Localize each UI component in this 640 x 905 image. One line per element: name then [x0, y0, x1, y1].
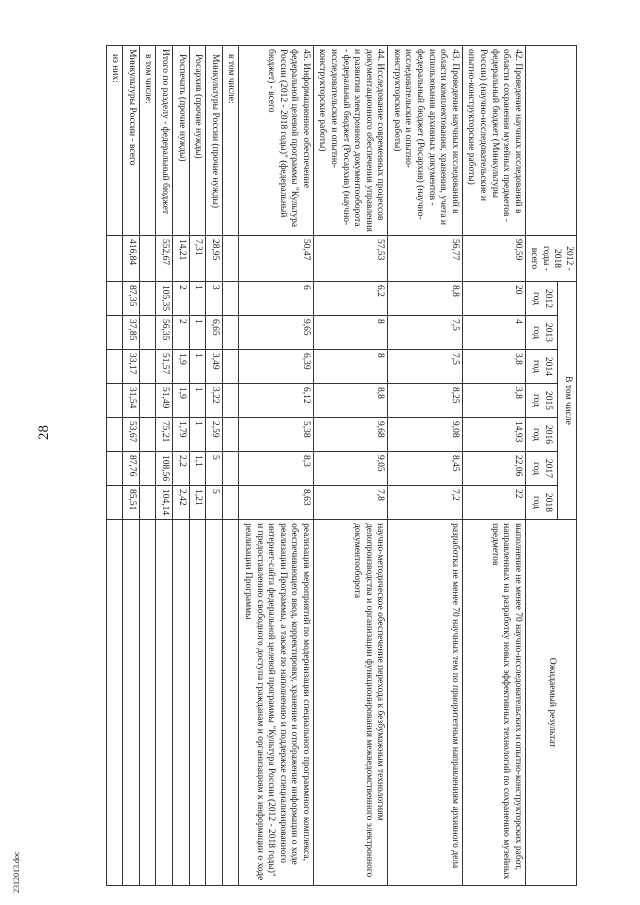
row-year-value: 8,63	[239, 486, 313, 520]
row-year-value: 5,38	[239, 418, 313, 452]
row-total: 50,47	[239, 236, 313, 282]
row-year-value: 9,05	[313, 452, 387, 486]
table-row	[123, 46, 140, 886]
row-year-value	[106, 384, 123, 418]
row-name: 44. Исследование современных процессов документационного обеспечения управления и развития электронного документооборота - федеральный бюджет (Росархив) (научно-исследовательские и опытно-конструкторские работы)	[313, 46, 387, 236]
row-year-value: 2	[173, 282, 190, 316]
row-year-value	[139, 282, 156, 316]
program-table	[106, 45, 577, 886]
row-year-value	[139, 418, 156, 452]
table-row	[206, 46, 223, 886]
header-total: 2012 - 2018 годы - всего	[525, 236, 576, 282]
row-name: Итого по разделу - федеральный бюджет	[156, 46, 173, 236]
row-year-value: 56,35	[156, 316, 173, 350]
row-year-value: 105,35	[156, 282, 173, 316]
row-result: реализация мероприятий по модернизации специального программного комплекса, обеспечивающего ввод, корректировку, хранение и отображение информации о ходе реализации Программы, а также по наполнению и поддержке специализированного интернет-сайта федеральной целевой программы "Культура России (2012 - 2018 годы)" и предоставлению свободного доступа гражданам и организациям к информации о ходе реализации Программы	[239, 520, 313, 886]
row-name: Минкультуры России - всего	[123, 46, 140, 236]
header-in-that: В том числе	[557, 282, 576, 520]
row-result: выполнение не менее 70 научно-исследовательских и опытно-конструкторских работ, направленных на разработку новых эффективных технологий по сохранению музейных предметов	[462, 520, 525, 886]
row-total: 14,21	[173, 236, 190, 282]
header-year: 2018 год	[525, 486, 557, 520]
row-name: 42. Проведение научных исследований в области сохранения музейных предметов - федеральный бюджет (Минкультуры России) (научно-исследовательские и опытно-конструкторские работы)	[462, 46, 525, 236]
table-row	[462, 46, 525, 886]
row-result	[106, 520, 123, 886]
header-name-cell	[525, 46, 576, 236]
row-year-value: 37,85	[123, 316, 140, 350]
row-year-value: 22,06	[462, 452, 525, 486]
header-year: 2015 год	[525, 384, 557, 418]
row-result	[123, 520, 140, 886]
row-year-value: 2,59	[206, 418, 223, 452]
row-result: научно-методическое обеспечение перехода к безбумажным технологиям делопроизводства и организации функционирования межведомственного электронного документооборота	[313, 520, 387, 886]
row-year-value: 5	[206, 486, 223, 520]
row-year-value: 9,08	[388, 418, 462, 452]
row-year-value	[106, 316, 123, 350]
row-year-value: 9,65	[239, 316, 313, 350]
row-year-value	[222, 316, 239, 350]
table-row	[173, 46, 190, 886]
row-result: разработка не менее 70 научных тем по приоритетным направлениям архивного дела	[388, 520, 462, 886]
row-year-value: 8	[313, 316, 387, 350]
header-year: 2012 год	[525, 282, 557, 316]
row-result	[206, 520, 223, 886]
table-row	[156, 46, 173, 886]
row-year-value	[106, 418, 123, 452]
row-year-value: 8,25	[388, 384, 462, 418]
row-year-value	[222, 418, 239, 452]
row-year-value: 1	[189, 418, 206, 452]
row-year-value: 3,8	[462, 350, 525, 384]
row-result	[189, 520, 206, 886]
row-year-value	[222, 350, 239, 384]
row-year-value	[139, 486, 156, 520]
row-year-value: 1,9	[173, 350, 190, 384]
row-year-value: 22	[462, 486, 525, 520]
row-result	[222, 520, 239, 886]
table-row	[388, 46, 462, 886]
row-name: 45. Информационное обеспечение федеральной целевой программы "Культура России (2012 - 2018 годы)" (федеральный бюджет) - всего	[239, 46, 313, 236]
row-year-value: 1	[189, 282, 206, 316]
row-year-value: 8	[313, 350, 387, 384]
row-year-value: 33,17	[123, 350, 140, 384]
row-year-value: 3,22	[206, 384, 223, 418]
row-year-value: 7,8	[313, 486, 387, 520]
row-total: 28,95	[206, 236, 223, 282]
row-year-value	[139, 452, 156, 486]
row-year-value: 53,67	[123, 418, 140, 452]
row-year-value: 7,2	[388, 486, 462, 520]
row-year-value: 85,51	[123, 486, 140, 520]
row-year-value: 7,5	[388, 350, 462, 384]
row-name: Минкультуры России (прочие нужды)	[206, 46, 223, 236]
row-year-value: 51,57	[156, 350, 173, 384]
table-row	[239, 46, 313, 886]
header-year: 2016 год	[525, 418, 557, 452]
row-year-value: 4	[462, 316, 525, 350]
row-year-value: 1,1	[189, 452, 206, 486]
row-year-value	[139, 350, 156, 384]
row-total: 7,31	[189, 236, 206, 282]
row-year-value: 8,8	[313, 384, 387, 418]
row-year-value: 87,35	[123, 282, 140, 316]
row-year-value: 75,21	[156, 418, 173, 452]
page-number: 28	[36, 425, 52, 440]
row-year-value	[106, 452, 123, 486]
header-year: 2013 год	[525, 316, 557, 350]
row-name: Росархив (прочие нужды)	[189, 46, 206, 236]
row-total: 90,59	[462, 236, 525, 282]
row-year-value: 9,68	[313, 418, 387, 452]
row-year-value: 1	[189, 384, 206, 418]
row-name: в том числе:	[139, 46, 156, 236]
row-year-value: 3	[206, 282, 223, 316]
header-year: 2014 год	[525, 350, 557, 384]
row-year-value: 20	[462, 282, 525, 316]
row-total	[139, 236, 156, 282]
row-total: 552,67	[156, 236, 173, 282]
row-year-value	[139, 316, 156, 350]
table-row	[139, 46, 156, 886]
row-year-value: 6,65	[206, 316, 223, 350]
row-year-value: 8,3	[239, 452, 313, 486]
table-row	[106, 46, 123, 886]
row-name: 43. Проведение научных исследований в области комплектования, хранения, учета и использования архивных документов - федеральный бюджет (Росархив) (научно-исследовательские и опытно-конструкторские работы)	[388, 46, 462, 236]
row-year-value	[222, 384, 239, 418]
document-reference: 2312013.doc	[12, 851, 21, 893]
row-year-value: 8,8	[388, 282, 462, 316]
row-year-value	[222, 452, 239, 486]
row-year-value: 108,56	[156, 452, 173, 486]
row-result	[139, 520, 156, 886]
row-year-value	[222, 282, 239, 316]
row-name: Роспечать (прочие нужды)	[173, 46, 190, 236]
row-result	[156, 520, 173, 886]
row-year-value: 1	[189, 316, 206, 350]
table-row	[222, 46, 239, 886]
row-year-value: 6,12	[239, 384, 313, 418]
row-year-value: 14,93	[462, 418, 525, 452]
row-year-value: 6,2	[313, 282, 387, 316]
row-year-value: 6,39	[239, 350, 313, 384]
row-year-value: 3,8	[462, 384, 525, 418]
row-year-value: 2	[173, 316, 190, 350]
row-total: 57,53	[313, 236, 387, 282]
row-year-value	[106, 350, 123, 384]
row-year-value: 8,45	[388, 452, 462, 486]
header-result: Ожидаемый результат	[525, 520, 576, 886]
row-total	[222, 236, 239, 282]
row-year-value	[139, 384, 156, 418]
table-row	[313, 46, 387, 886]
row-year-value: 2,2	[173, 452, 190, 486]
row-year-value	[106, 282, 123, 316]
table-row	[189, 46, 206, 886]
row-name: в том числе:	[222, 46, 239, 236]
row-total: 416,84	[123, 236, 140, 282]
row-year-value: 1	[189, 350, 206, 384]
row-year-value: 5	[206, 452, 223, 486]
row-year-value	[106, 486, 123, 520]
row-year-value: 7,5	[388, 316, 462, 350]
row-year-value: 87,76	[123, 452, 140, 486]
row-year-value: 1,9	[173, 384, 190, 418]
header-year: 2017 год	[525, 452, 557, 486]
table-body	[106, 46, 525, 886]
row-year-value: 6	[239, 282, 313, 316]
row-year-value: 3,49	[206, 350, 223, 384]
row-year-value: 104,14	[156, 486, 173, 520]
row-result	[173, 520, 190, 886]
row-year-value: 31,54	[123, 384, 140, 418]
header-row-1	[557, 46, 576, 886]
row-name: из них:	[106, 46, 123, 236]
row-year-value: 2,42	[173, 486, 190, 520]
row-total: 56,77	[388, 236, 462, 282]
row-year-value: 1,79	[173, 418, 190, 452]
row-year-value: 51,49	[156, 384, 173, 418]
rotated-table-container	[57, 45, 577, 885]
row-year-value: 1,21	[189, 486, 206, 520]
row-total	[106, 236, 123, 282]
row-year-value	[222, 486, 239, 520]
